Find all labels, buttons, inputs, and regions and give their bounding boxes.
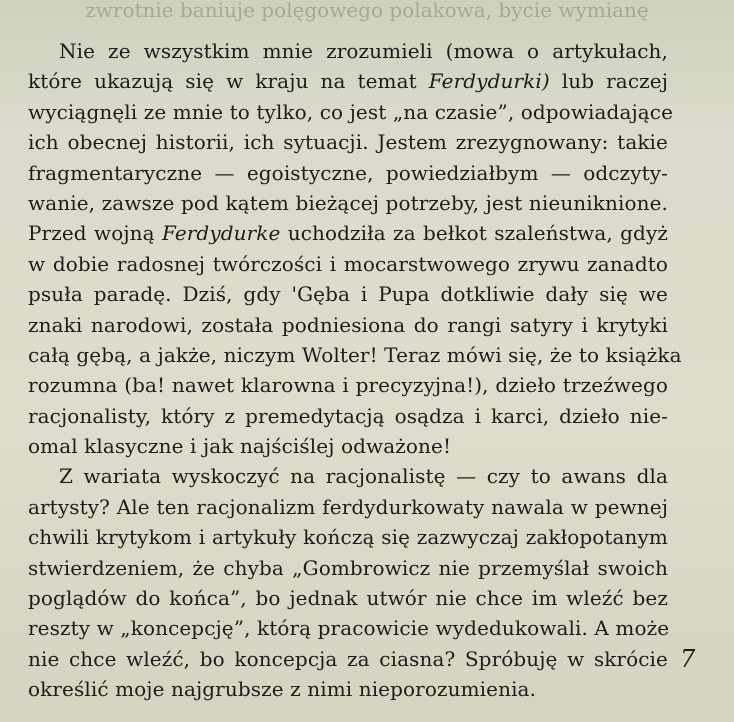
text-line: całą gębą, a jakże, niczym Wolter! Teraz mówi się, że to książka [28, 342, 682, 367]
text-line: fragmentaryczne — egoistyczne, powiedziałbym — odczyty- [28, 160, 668, 185]
text-line: które ukazują się w kraju na temat Ferdydurki) lub raczej [28, 69, 668, 94]
text-line: stwierdzeniem, że chyba „Gombrowicz nie przemyślał swoich [28, 555, 668, 580]
bleed-through-text: zwrotnie baniuje polęgowego polakowa, bycie wymianę [85, 0, 649, 22]
text-line: artysty? Ale ten racjonalizm ferdydurkowaty nawala w pewnej [28, 494, 668, 519]
text-line: określić moje najgrubsze z nimi nieporozumienia. [28, 677, 537, 702]
text-line: rozumna (ba! nawet klarowna i precyzyjna!), dzieło trzeźwego [28, 373, 668, 398]
text-line: znaki narodowi, została podniesiona do rangi satyry i krytyki [28, 312, 668, 337]
text-line: Przed wojną Ferdydurke uchodziła za bełkot szaleństwa, gdyż [28, 221, 668, 246]
text-line: reszty w „koncepcję”, którą pracowicie wydedukowali. A może [28, 616, 670, 641]
text-line: Z wariata wyskoczyć na racjonalistę — czy to awans dla [59, 464, 668, 489]
text-line: wyciągnęli ze mnie to tylko, co jest „na czasie”, odpowiadające [28, 99, 674, 124]
text-line: nie chce wleźć, bo koncepcja za ciasna? Spróbuję w skrócie [28, 646, 668, 671]
text-line: omal klasyczne i jak najściślej odważone! [28, 434, 452, 459]
page-body [28, 36, 682, 705]
italic-title: Ferdydurke [161, 221, 281, 246]
text-line: psuła paradę. Dziś, gdy 'Gęba i Pupa dotkliwie dały się we [28, 282, 668, 307]
text-line: ich obecnej historii, ich sytuacji. Jestem zrezygnowany: takie [28, 130, 668, 155]
text-line: wanie, zawsze pod kątem bieżącej potrzeby, jest nieuniknione. [28, 190, 668, 215]
text-line: poglądów do końca”, bo jednak utwór nie chce im wleźć bez [28, 586, 668, 611]
italic-title: Ferdydurki) [428, 69, 550, 94]
text-line: Nie ze wszystkim mnie zrozumieli (mowa o artykułach, [59, 39, 668, 63]
text-line: racjonalisty, który z premedytacją osądza i karci, dzieło nie- [28, 403, 668, 428]
text-line: chwili krytykom i artykuły kończą się zazwyczaj zakłopotanym [28, 525, 668, 550]
page-number: 7 [680, 645, 696, 673]
text-line: w dobie radosnej twórczości i mocarstwowego zrywu zanadto [28, 251, 668, 276]
